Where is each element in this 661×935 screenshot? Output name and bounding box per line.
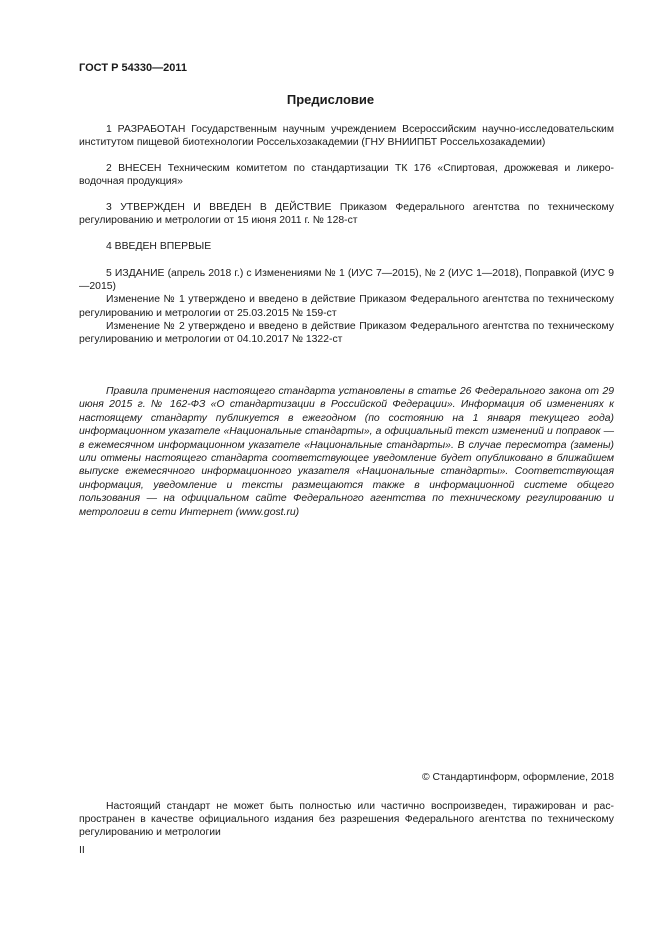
copyright-notice: © Стандартинформ, оформление, 2018 bbox=[421, 772, 614, 783]
preface-item-text: 1 РАЗРАБОТАН Государственным научным учреждением Всероссийским научно-исследовательским институтом пищевой биотехнологии Россельхозакадемии (ГНУ ВНИИПБТ Россельхозакадемии) bbox=[79, 124, 614, 149]
preface-item-5 bbox=[79, 267, 614, 346]
preface-item-text: 4 ВВЕДЕН ВПЕРВЫЕ bbox=[106, 241, 212, 252]
preface-item-text: 3 УТВЕРЖДЕН И ВВЕДЕН В ДЕЙСТВИЕ Приказом Федерального агентства по техническому регулированию и метрологии от 15 июня 2011 г. № 128-ст bbox=[79, 202, 614, 227]
reproduction-notice: Настоящий стандарт не может быть полностью или частично воспроизведен, тиражирован и распространен в качестве официального издания без разрешения Федерального агентства по техническому регулированию и метрологии bbox=[79, 801, 614, 839]
page-title: Предисловие bbox=[286, 92, 375, 107]
preface-item-3 bbox=[79, 201, 614, 227]
preface-item-2 bbox=[79, 162, 614, 188]
preface-item-1 bbox=[79, 123, 614, 149]
usage-rules-note: Правила применения настоящего стандарта установлены в статье 26 Федерального закона от 29 июня 2015 г. № 162-ФЗ «О стандартизации в Российской Федерации». Информация об изменениях к настоящему стандарту публикуется в ежегодном (по состоянию на 1 января текущего года) информационном указателе «Национальные стандарты», а официальный текст изменений и поправок — в ежемесячном информационном указателе «Национальные стандарты». В случае пересмотра (замены) или отмены настоящего стандарта соответствующее уведомление будет опубликовано в ближайшем выпуске ежемесячного информационного указателя «Национальные стандарты». Соответствующая информация, уведомление и тексты размещаются также в информационной системе общего пользования — на официальном сайте Федерального агентства по техническому регулированию и метрологии в сети Интернет (www.gost.ru) bbox=[79, 386, 614, 518]
page-number: II bbox=[79, 845, 85, 856]
amendment-1-text: Изменение № 1 утверждено и введено в действие Приказом Федерального агентства по техническому регулированию и метрологии от 25.03.2015 № 159-ст bbox=[79, 294, 614, 319]
amendment-2-text: Изменение № 2 утверждено и введено в действие Приказом Федерального агентства по техническому регулированию и метрологии от 04.10.2017 № 1322-ст bbox=[79, 320, 614, 346]
preface-item-4 bbox=[79, 240, 614, 253]
preface-item-text: 2 ВНЕСЕН Техническим комитетом по стандартизации ТК 176 «Спиртовая, дрожжевая и ликероводочная продукция» bbox=[79, 163, 614, 188]
document-code: ГОСТ Р 54330—2011 bbox=[79, 62, 187, 74]
preface-item-text: 5 ИЗДАНИЕ (апрель 2018 г.) с Изменениями № 1 (ИУС 7—2015), № 2 (ИУС 1—2018), Поправкой (ИУС 9—2015) bbox=[79, 268, 614, 293]
